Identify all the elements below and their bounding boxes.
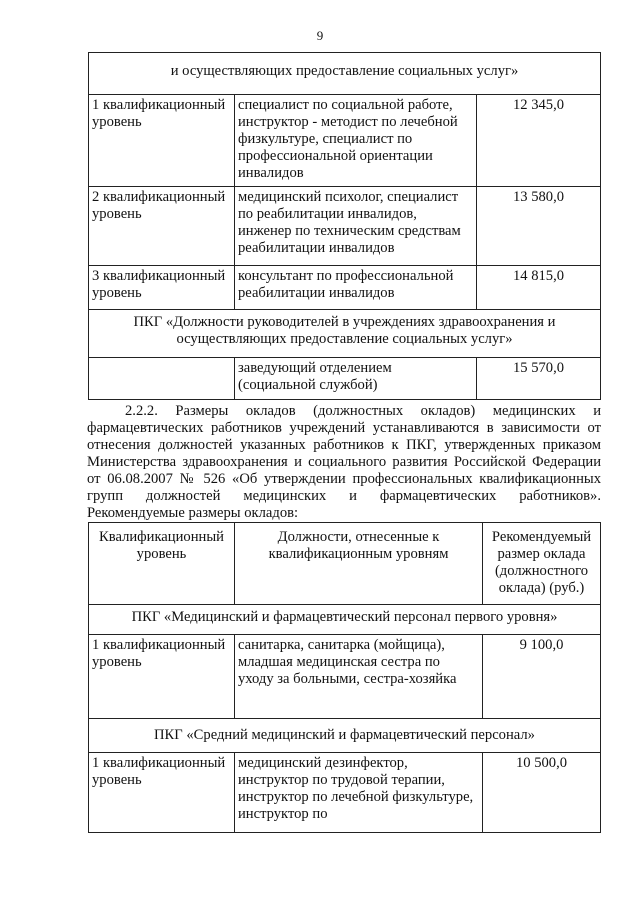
positions-cell: специалист по социальной работе, инструктор - методист по лечебной физкультуре, специалист по профессиональной ориентации инвалидов <box>235 95 477 187</box>
table-row <box>89 635 601 719</box>
salary-cell: 14 815,0 <box>477 266 601 310</box>
header-positions: Должности, отнесенные к квалификационным уровням <box>235 523 483 605</box>
salary-cell: 13 580,0 <box>477 187 601 266</box>
table-row <box>89 187 601 266</box>
header-salary: Рекомендуемый размер оклада (должностного оклада) (руб.) <box>483 523 601 605</box>
positions-cell: медицинский психолог, специалист по реабилитации инвалидов, инженер по техническим средствам реабилитации инвалидов <box>235 187 477 266</box>
paragraph-text: Размеры окладов (должностных окладов) медицинских и фармацевтических работников учреждений устанавливаются в зависимости от отнесения должностей указанных работников к ПКГ, утвержденных приказом Министерства здравоохранения и социального развития Российской Федерации от 06.08.2007 № 526 «Об утверждении профессиональных квалификационных групп должностей медицинских и фармацевтических работников». Рекомендуемые размеры окладов: <box>87 403 601 521</box>
salary-table-continued <box>88 52 601 400</box>
level-cell: 1 квалификационный уровень <box>89 635 235 719</box>
medical-salary-table <box>88 522 601 833</box>
salary-cell: 10 500,0 <box>483 753 601 833</box>
level-cell <box>89 358 235 400</box>
header-level: Квалификационный уровень <box>89 523 235 605</box>
table-row <box>89 605 601 635</box>
table-row <box>89 310 601 358</box>
table-row <box>89 753 601 833</box>
level-cell: 2 квалификационный уровень <box>89 187 235 266</box>
level-cell: 1 квалификационный уровень <box>89 753 235 833</box>
group-header-continued: и осуществляющих предоставление социальных услуг» <box>89 53 601 95</box>
level-cell: 1 квалификационный уровень <box>89 95 235 187</box>
table-row <box>89 53 601 95</box>
positions-cell: медицинский дезинфектор, инструктор по трудовой терапии, инструктор по лечебной физкультуре, инструктор по <box>235 753 483 833</box>
table-row <box>89 358 601 400</box>
level-cell: 3 квалификационный уровень <box>89 266 235 310</box>
table-row <box>89 95 601 187</box>
positions-cell: заведующий отделением (социальной службой) <box>235 358 477 400</box>
table-row <box>89 266 601 310</box>
group-header-first-level: ПКГ «Медицинский и фармацевтический персонал первого уровня» <box>89 605 601 635</box>
paragraph-number: 2.2.2. <box>125 403 158 419</box>
group-header-managers: ПКГ «Должности руководителей в учреждениях здравоохранения и осуществляющих предоставление социальных услуг» <box>89 310 601 358</box>
group-header-middle-level: ПКГ «Средний медицинский и фармацевтический персонал» <box>89 719 601 753</box>
table-header-row <box>89 523 601 605</box>
section-paragraph <box>87 403 601 522</box>
salary-cell: 15 570,0 <box>477 358 601 400</box>
salary-cell: 9 100,0 <box>483 635 601 719</box>
positions-cell: консультант по профессиональной реабилитации инвалидов <box>235 266 477 310</box>
positions-cell: санитарка, санитарка (мойщица), младшая медицинская сестра по уходу за больными, сестра-хозяйка <box>235 635 483 719</box>
table-row <box>89 719 601 753</box>
salary-cell: 12 345,0 <box>477 95 601 187</box>
page-number: 9 <box>316 28 324 43</box>
